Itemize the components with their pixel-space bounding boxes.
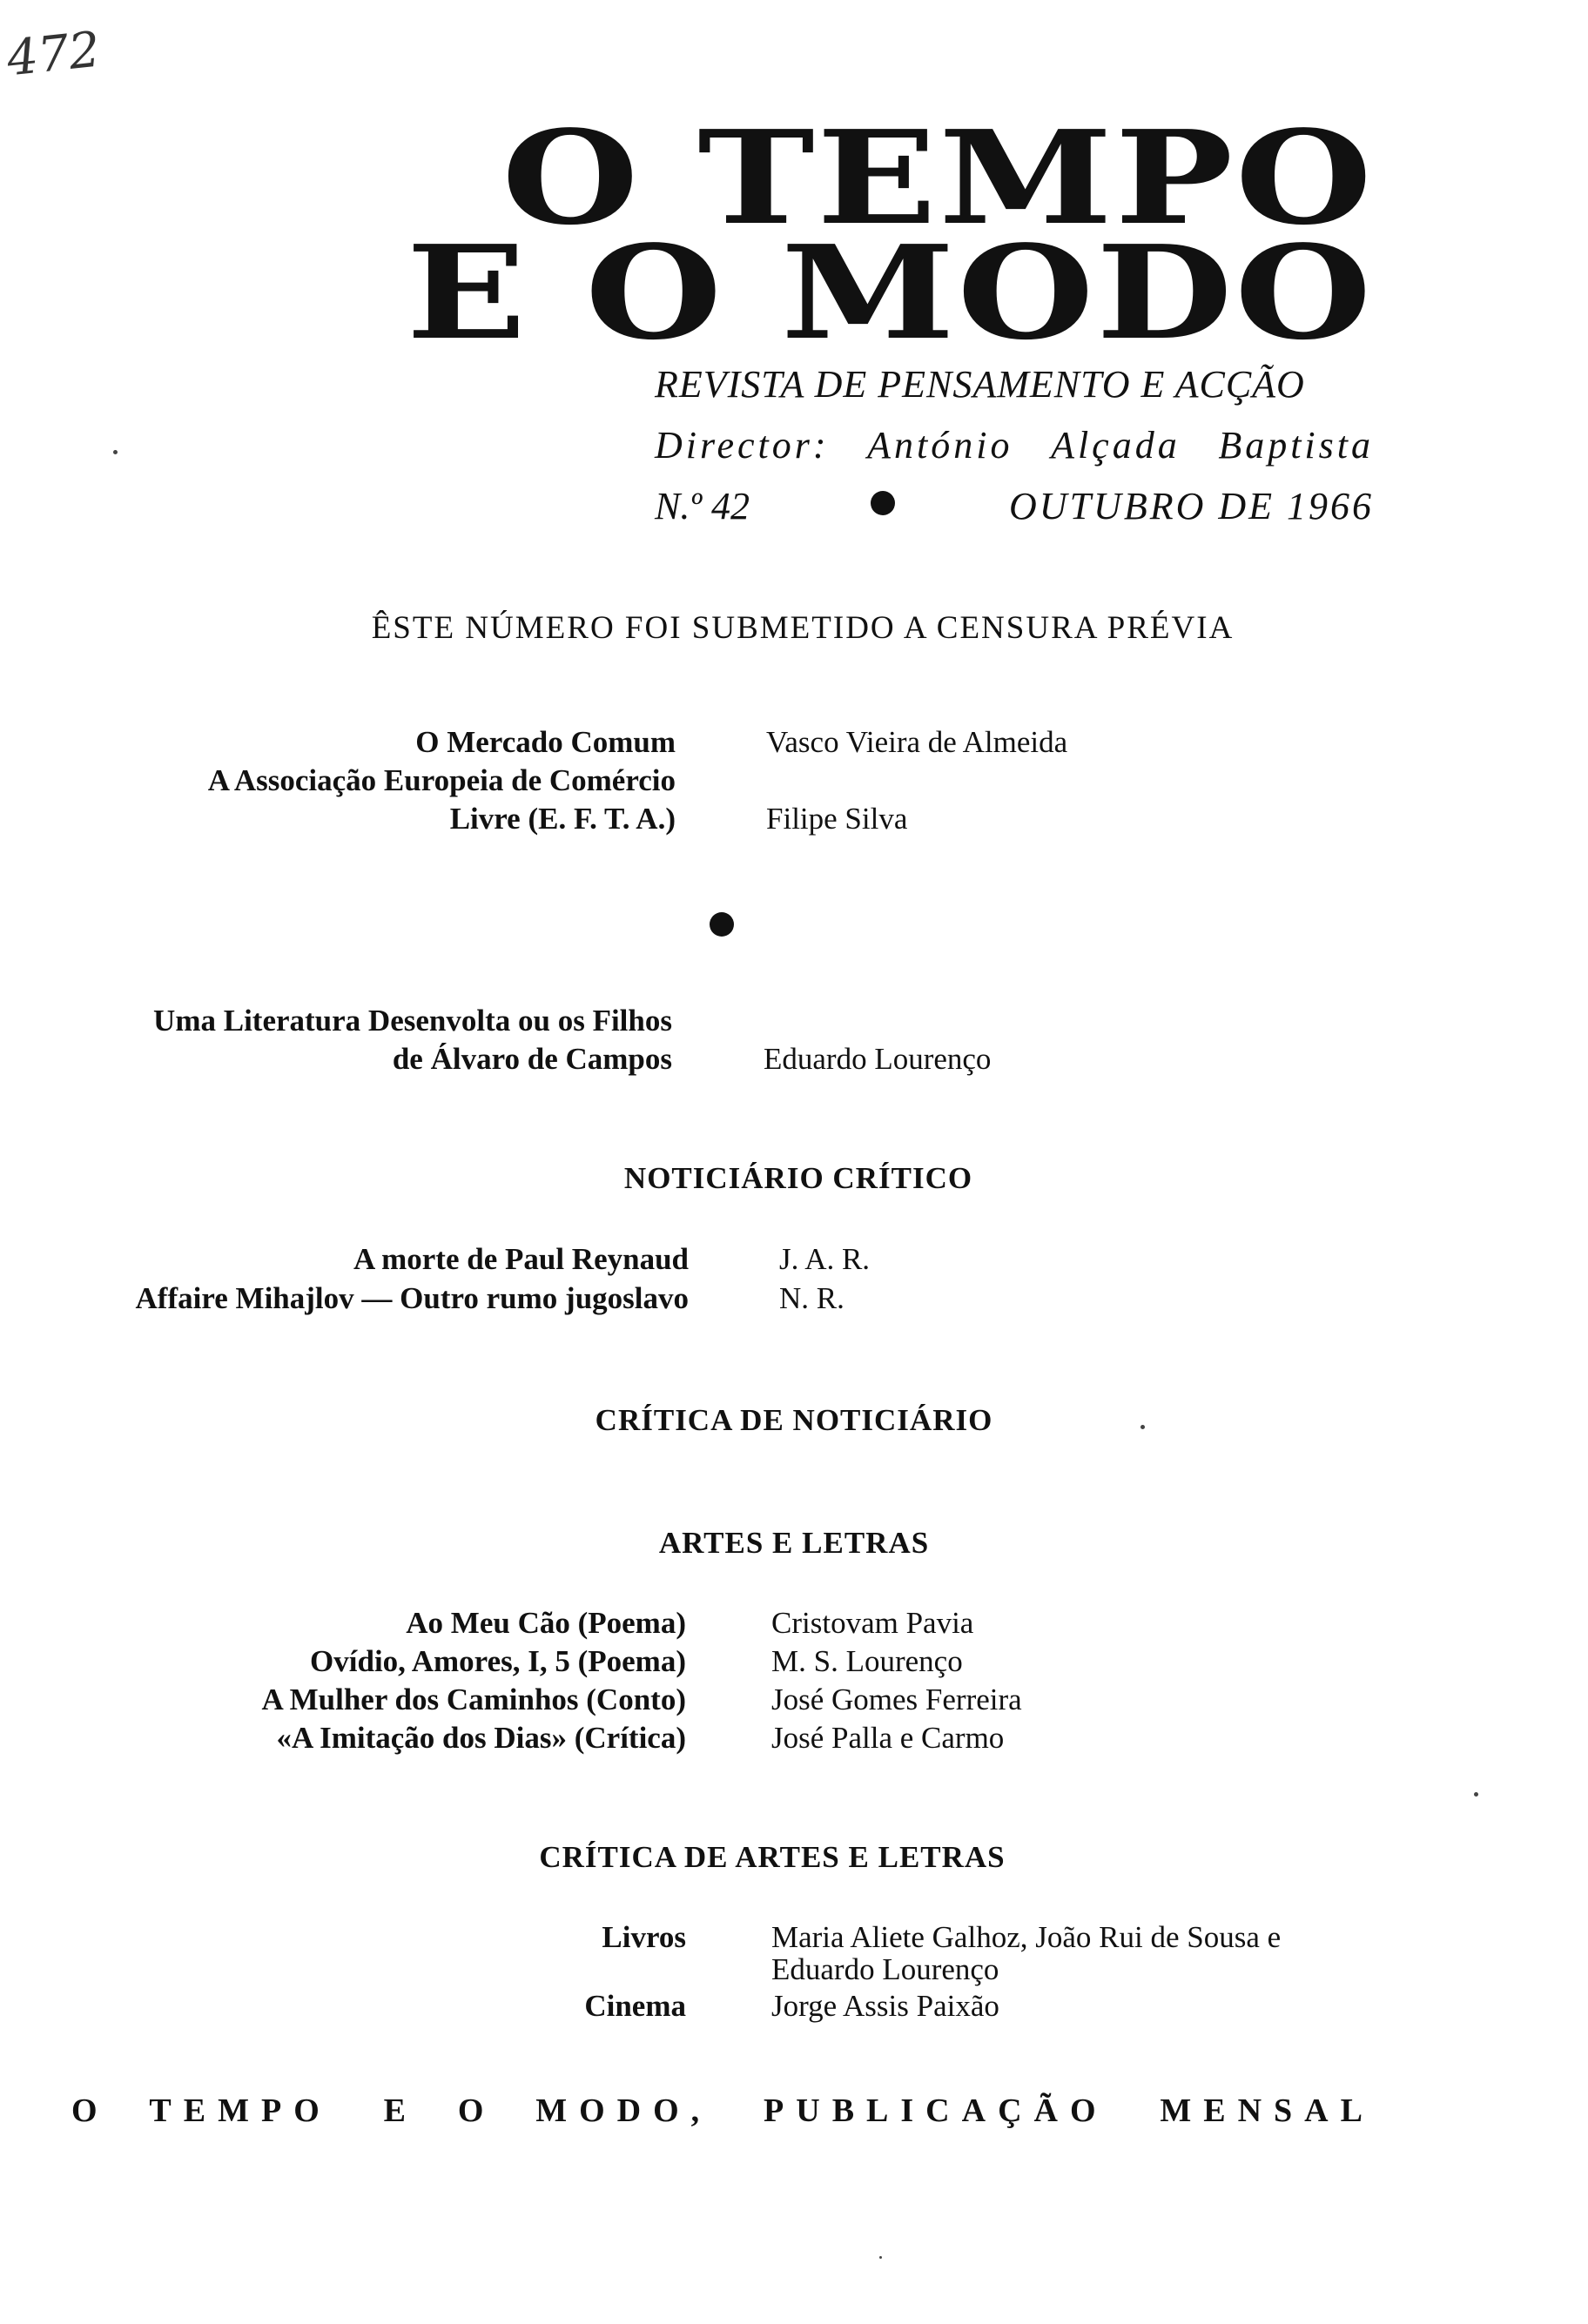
director-label: Director: [655, 424, 830, 467]
scan-speck [113, 450, 118, 454]
scan-speck [879, 2256, 882, 2259]
toc-title: Cinema [584, 1989, 686, 2023]
toc-author: Maria Aliete Galhoz, João Rui de Sousa e [771, 1920, 1282, 1954]
masthead-line-1: O TEMPO [501, 102, 1374, 253]
toc-title: O Mercado Comum [415, 725, 676, 759]
toc-author: Vasco Vieira de Almeida [766, 725, 1068, 759]
issue-date: OUTUBRO DE 1966 [1009, 485, 1374, 527]
toc-title: A Mulher dos Caminhos (Conto) [261, 1683, 686, 1716]
toc-title: de Álvaro de Campos [392, 1042, 672, 1076]
handwritten-page-number: 472 [3, 21, 103, 88]
section-bullet [710, 912, 734, 937]
footer-word: O [457, 2092, 484, 2129]
footer-word: MENSAL [1160, 2092, 1375, 2129]
director-name-last: Baptista [1218, 424, 1374, 467]
director-name-middle: Alçada [1051, 424, 1181, 467]
toc-title: Ovídio, Amores, I, 5 (Poema) [310, 1644, 686, 1678]
censorship-notice: ÊSTE NÚMERO FOI SUBMETIDO A CENSURA PRÉVIA [371, 610, 1235, 646]
toc-author: Jorge Assis Paixão [771, 1989, 999, 2023]
issue-number: N.º 42 [655, 485, 750, 527]
toc-title: «A Imitação dos Dias» (Crítica) [276, 1721, 686, 1755]
section-heading: CRÍTICA DE ARTES E LETRAS [539, 1840, 1006, 1874]
toc-author: José Gomes Ferreira [771, 1683, 1022, 1716]
toc-author: Eduardo Lourenço [764, 1042, 992, 1076]
toc-author: José Palla e Carmo [771, 1721, 1005, 1755]
magazine-subtitle: REVISTA DE PENSAMENTO E ACÇÃO [655, 363, 1305, 406]
section-heading: CRÍTICA DE NOTICIÁRIO [595, 1403, 993, 1437]
bullet-separator [871, 491, 895, 515]
toc-title: Affaire Mihajlov — Outro rumo jugoslavo [135, 1281, 689, 1315]
footer-word: PUBLICAÇÃO [764, 2092, 1108, 2129]
director-name-first: António [867, 424, 1013, 467]
toc-author: Filipe Silva [766, 802, 908, 836]
footer-word: MODO, [535, 2092, 712, 2129]
section-heading: NOTICIÁRIO CRÍTICO [623, 1161, 973, 1195]
toc-title: A Associação Europeia de Comércio [207, 763, 676, 797]
footer-word: E [383, 2092, 406, 2129]
footer-word: O [71, 2092, 98, 2129]
masthead-line-2: E O MODO [406, 217, 1374, 368]
scan-speck [1474, 1792, 1478, 1797]
toc-title: Livre (E. F. T. A.) [449, 802, 676, 836]
toc-title: A morte de Paul Reynaud [353, 1242, 689, 1276]
footer-publication-line [71, 2092, 1375, 2130]
toc-author: N. R. [779, 1281, 844, 1315]
section-heading: ARTES E LETRAS [658, 1526, 930, 1560]
toc-author: J. A. R. [779, 1242, 871, 1276]
toc-title: Uma Literatura Desenvolta ou os Filhos [153, 1004, 672, 1038]
footer-word: TEMPO [149, 2092, 332, 2129]
scan-speck [1141, 1425, 1145, 1429]
toc-author: Cristovam Pavia [771, 1606, 974, 1640]
toc-author: Eduardo Lourenço [771, 1952, 999, 1986]
toc-title: Livros [602, 1920, 686, 1954]
toc-title: Ao Meu Cão (Poema) [406, 1606, 686, 1640]
director-line [655, 424, 1374, 467]
toc-author: M. S. Lourenço [771, 1644, 963, 1678]
